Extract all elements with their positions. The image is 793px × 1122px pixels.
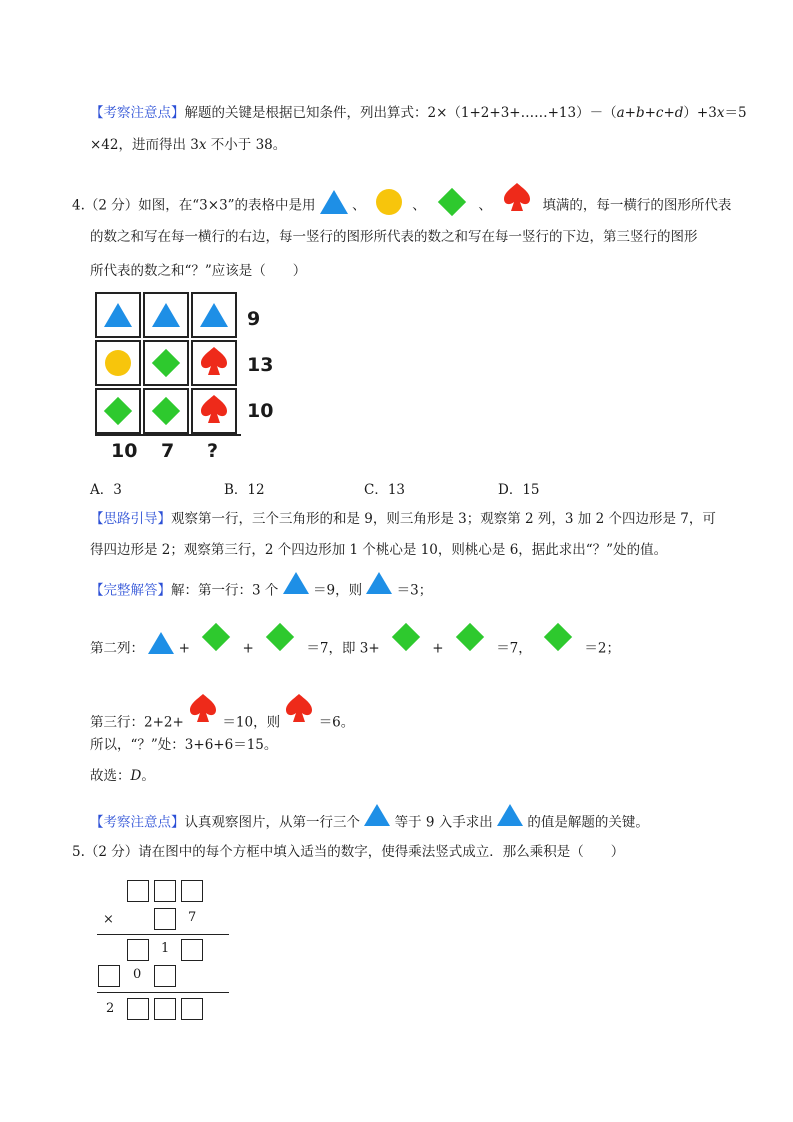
ans1-b: ＝9，则 [312,582,363,599]
sep: 、 [412,197,426,214]
row-sum-1: 9 [247,308,261,330]
plus: + [432,640,444,657]
ans5-a: 故选： [90,768,131,784]
note1-line2-a: ×42，进而得出 3 [90,137,199,153]
note1-text: 解题的关键是根据已知条件，列出算式：2×（1+2+3+……+13）－（ [184,105,617,121]
hint-text1: 观察第一行，三个三角形的和是 9，则三角形是 3；观察第 2 列，3 加 2 个四边形是 7，可 [171,511,716,527]
plus: + [178,640,190,657]
triangle-icon [200,303,228,327]
digit-0: 0 [133,967,142,982]
digit-box[interactable] [154,880,176,902]
spade-icon [199,392,229,430]
spade-icon [284,691,314,731]
diamond-icon [266,623,294,651]
triangle-icon [366,572,392,594]
digit-box[interactable] [127,939,149,961]
digit-1: 1 [161,941,170,956]
digit-box[interactable] [127,998,149,1020]
digit-2: 2 [106,1001,115,1016]
note1-vars: a+b+c+d [616,105,684,121]
col-sum-2: 7 [161,440,175,462]
diamond-icon [152,397,180,425]
hint-line2: 得四边形是 2；观察第三行，2 个四边形加 1 个桃心是 10，则桃心是 6，据此求出“？”处的值。 [90,542,668,558]
diamond-icon [438,188,466,216]
option-c[interactable]: C．13 [364,482,406,498]
digit-7: 7 [188,910,197,925]
note1-line2 [90,135,286,155]
digit-box[interactable] [154,998,176,1020]
rule-line [97,934,229,935]
grid-cell [95,340,141,386]
digit-box[interactable] [127,880,149,902]
digit-box[interactable] [181,880,203,902]
times-sign: × [103,912,114,927]
answer-tag: 【完整解答】 [90,582,171,599]
answer-line1 [90,580,432,602]
option-b[interactable]: B．12 [224,482,265,498]
ans5-choice: D [130,768,142,784]
plus: + [242,640,254,657]
grid-cell [143,292,189,338]
diamond-icon [104,397,132,425]
ans2-c: ＝7， [496,640,532,657]
answer-line4: 所以，“？”处：3+6+6＝15。 [90,737,278,753]
row-sum-2: 13 [247,354,274,376]
triangle-icon [364,804,390,826]
answer-line5 [90,766,155,786]
diamond-icon [152,349,180,377]
note1-end: ＝5 [724,105,747,121]
ans2-b: ＝7，即 3+ [306,640,380,657]
option-d[interactable]: D．15 [498,482,540,498]
triangle-icon [148,632,174,654]
grid-cell [95,292,141,338]
ans2-d: ＝2； [584,640,620,657]
col-sum-1: 10 [111,440,138,462]
ans1-a: 解：第一行：3 个 [171,582,279,599]
col-sum-3: ? [207,440,219,462]
diamond-icon [202,623,230,651]
grid-cell [143,388,189,434]
q4-stem-a: 4.（2 分）如图，在“3×3”的表格中是用 [72,197,316,214]
rule-line [97,992,229,993]
q4-stem-b: 填满的，每一横行的图形所代表 [542,197,732,214]
diamond-icon [544,623,572,651]
row-sum-3: 10 [247,400,274,422]
note1-line2-b: 不小于 38。 [206,137,287,153]
grid-cell [191,388,237,434]
circle-icon [376,189,402,215]
note2-a: 认真观察图片，从第一行三个 [184,814,360,831]
spade-icon [199,344,229,382]
hint-line1 [90,509,716,529]
note2-tag: 【考察注意点】 [90,814,185,831]
note2-b: 等于 9 入手求出 [394,814,493,831]
digit-box[interactable] [181,998,203,1020]
diamond-icon [392,623,420,651]
q4-stem-line2: 的数之和写在每一横行的右边，每一竖行的图形所代表的数之和写在每一竖行的下边，第三竖行的图形 [90,229,698,245]
diamond-icon [456,623,484,651]
sep: 、 [352,197,366,214]
grid-cell [191,292,237,338]
triangle-icon [320,190,348,214]
spade-icon [502,181,532,219]
ans1-c: ＝3； [396,582,433,599]
note1-line1 [90,103,747,123]
sep: 、 [478,197,492,214]
q4-stem-line1 [72,187,731,225]
note1-tag: 【考察注意点】 [90,105,185,121]
triangle-icon [283,572,309,594]
digit-box[interactable] [154,908,176,930]
digit-box[interactable] [98,965,120,987]
note1-x: x [716,105,725,121]
triangle-icon [497,804,523,826]
triangle-icon [152,303,180,327]
grid-bottom-border [95,434,241,436]
note1-line2-x: x [198,137,207,153]
note2-c: 的值是解题的关键。 [527,814,649,831]
hint-tag: 【思路引导】 [90,511,171,527]
grid-cell [191,340,237,386]
ans5-b: 。 [141,768,155,784]
ans3-c: ＝6。 [318,714,355,731]
answer-line2 [90,638,620,660]
grid-cell [143,340,189,386]
note1-mid: ）+3 [683,105,717,121]
q5-stem: 5.（2 分）请在图中的每个方框中填入适当的数字，使得乘法竖式成立．那么乘积是（ ） [72,844,625,860]
ans2-a: 第二列： [90,640,144,657]
digit-box[interactable] [181,939,203,961]
option-a[interactable]: A．3 [90,482,122,498]
ans3-b: ＝10，则 [222,714,281,731]
grid-cell [95,388,141,434]
circle-icon [105,350,131,376]
triangle-icon [104,303,132,327]
ans3-a: 第三行：2+2+ [90,714,184,731]
note2-line [90,812,649,834]
q4-stem-line3: 所代表的数之和“？”应该是（ ） [90,263,307,279]
spade-icon [188,691,218,731]
digit-box[interactable] [154,965,176,987]
